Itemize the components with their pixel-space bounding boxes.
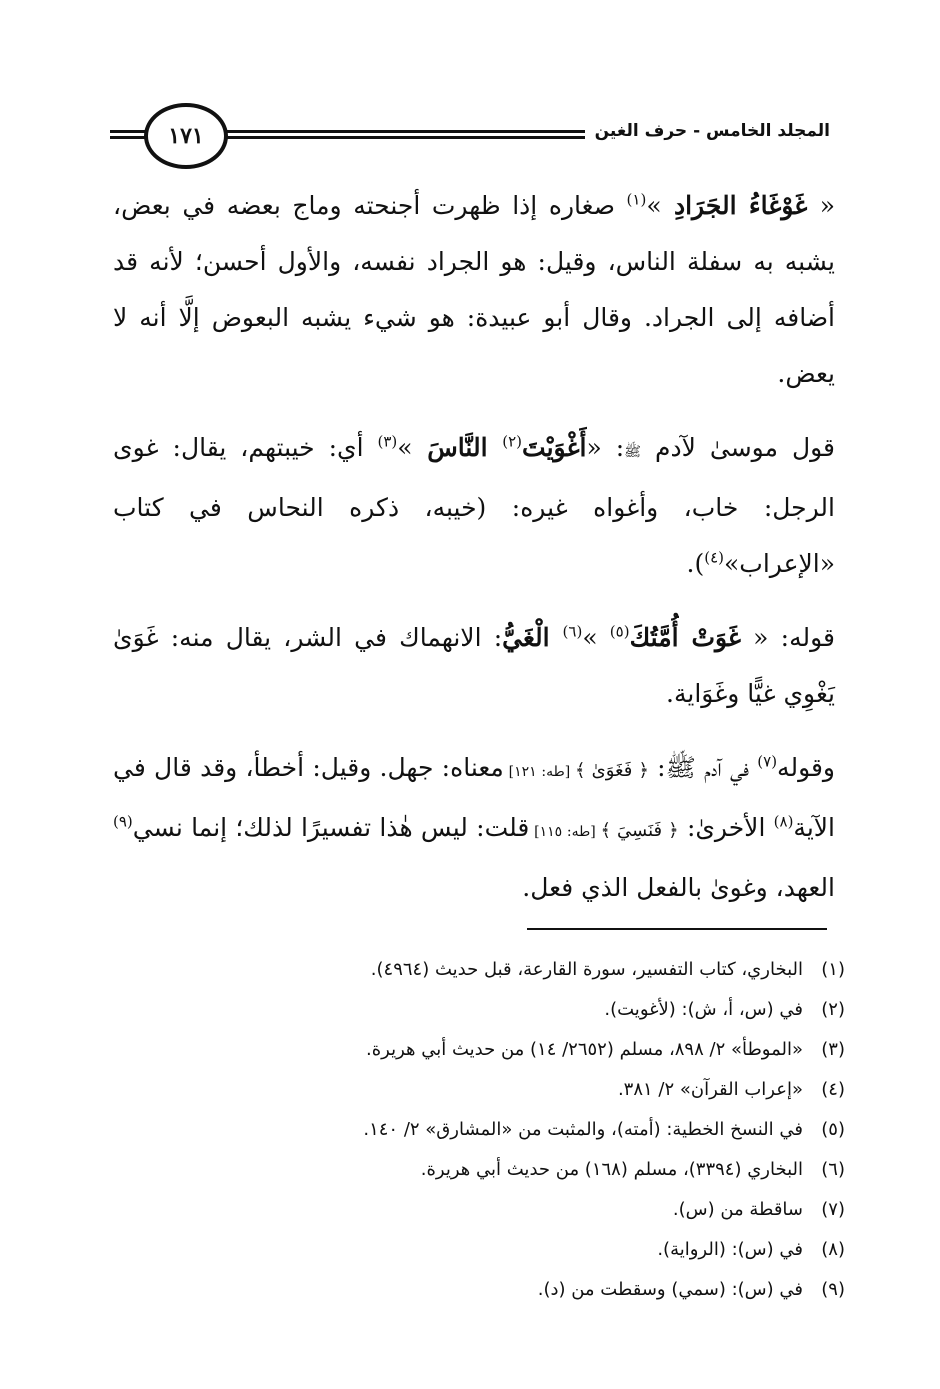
paragraph-text: : الانهماك في الشر، يقال منه: غَوَىٰ يَغْوِي غيًّا وغَوَاية. — [113, 623, 835, 708]
paragraph-4 — [113, 740, 835, 916]
paragraph-text: معناه: جهل. وقيل: أخطأ، وقد قال في الآية — [113, 753, 835, 842]
footnote-text: في (س، أ، ش): (لأغويت). — [604, 999, 803, 1020]
footnote-number: (٣) — [821, 1039, 845, 1060]
footnote-text: في (س): (الرواية). — [657, 1239, 803, 1260]
footnote-number: (٩) — [821, 1279, 845, 1300]
footnote-ref: (٦) — [562, 622, 583, 641]
footnote-number: (٤) — [821, 1079, 845, 1100]
footnote-text: البخاري (٣٣٩٤)، مسلم (١٦٨) من حديث أبي هريرة. — [420, 1159, 803, 1180]
footnote-ref: (٥) — [609, 622, 630, 641]
term: أَغْوَيْتَ — [522, 433, 587, 462]
footnote-item — [145, 990, 845, 1030]
footnote-ref: (٧) — [757, 752, 778, 771]
term: الْغَيُّ — [502, 623, 563, 652]
running-title: المجلد الخامس - حرف الغين — [585, 121, 830, 141]
footnote-number: (٨) — [821, 1239, 845, 1260]
footnote-item — [145, 1110, 845, 1150]
quote-mark: « — [819, 191, 835, 220]
paragraph-text: في آدم ﷺ: — [648, 753, 758, 782]
verse-ref: [طه: ١٢١] — [503, 764, 576, 780]
footnote-ref: (١) — [626, 190, 647, 209]
quote-mark: » — [646, 191, 662, 220]
footnote-item — [145, 950, 845, 990]
paragraph-text: الأخرىٰ: — [678, 813, 774, 842]
footnote-text: ساقطة من (س). — [672, 1199, 803, 1220]
footnote-ref: (٨) — [773, 812, 794, 831]
footnote-item — [145, 1190, 845, 1230]
quote-mark: » — [397, 433, 413, 462]
paragraph-text: ). — [686, 549, 705, 578]
footnote-number: (٧) — [821, 1199, 845, 1220]
footnote-item — [145, 1270, 845, 1310]
page-header — [110, 103, 830, 163]
paragraph-text: قول موسىٰ لآدم — [641, 433, 835, 462]
paragraph-text: : « — [586, 433, 625, 462]
footnote-ref: (٩) — [113, 812, 133, 831]
footnote-item — [145, 1230, 845, 1270]
footnote-item — [145, 1030, 845, 1070]
footnotes — [145, 950, 845, 1310]
paragraph-2 — [113, 420, 835, 592]
footnote-ref: (٤) — [704, 548, 724, 567]
footnote-number: (٥) — [821, 1119, 845, 1140]
footnote-text: «الموطأ» ٢/ ٨٩٨، مسلم (٢٦٥٢/ ١٤) من حديث أبي هريرة. — [365, 1039, 803, 1060]
footnote-ref: (٢) — [502, 432, 523, 451]
term: النَّاسَ — [412, 433, 503, 462]
footnote-separator — [527, 928, 827, 930]
footnote-item — [145, 1070, 845, 1110]
term: غَوْغَاءُ الجَرَادِ — [661, 191, 820, 220]
paragraph-1 — [113, 178, 835, 402]
main-text — [113, 178, 835, 934]
footnote-text: «إعراب القرآن» ٢/ ٣٨١. — [617, 1079, 803, 1100]
paragraph-text: قلت: ليس هٰذا تفسيرًا لذلك؛ إنما نسي — [132, 813, 530, 842]
paragraph-text: أي: خيبتهم، يقال: غوى الرجل: خاب، وأغواه غيره: (خيبه، ذكره النحاس في كتاب «الإعراب» — [113, 433, 835, 578]
verse-ref: [طه: ١١٥] — [529, 824, 601, 840]
paragraph-3 — [113, 610, 835, 722]
paragraph-text: قوله: « — [741, 623, 835, 652]
footnote-item — [145, 1150, 845, 1190]
page-number: ١٧١ — [144, 103, 228, 169]
footnote-ref: (٣) — [377, 432, 398, 451]
footnote-number: (٦) — [821, 1159, 845, 1180]
honorific-glyph: ﷺ — [624, 444, 642, 460]
quote-mark: » — [582, 623, 610, 652]
footnote-text: في النسخ الخطية: (أمته)، والمثبت من «المشارق» ٢/ ١٤٠. — [363, 1119, 803, 1140]
paragraph-text: وقوله — [777, 753, 836, 782]
term: غَوَتْ أُمَّتُكَ — [629, 623, 741, 652]
footnote-number: (٢) — [821, 999, 845, 1020]
footnote-text: البخاري، كتاب التفسير، سورة القارعة، قبل حديث (٤٩٦٤). — [370, 959, 803, 980]
paragraph-text: العهد، وغوىٰ بالفعل الذي فعل. — [522, 873, 835, 902]
footnote-number: (١) — [821, 959, 845, 980]
quran-quote: ﴿ فَنَسِيَ ﴾ — [600, 820, 679, 841]
paragraph-text: صغاره إذا ظهرت أجنحته وماج بعضه في بعض، يشبه به سفلة الناس، وقيل: هو الجراد نفسه، والأول أحسن؛ لأنه قد أضافه إلى الجراد. وقال أبو عبيدة: هو شيء يشبه البعوض إلَّا أنه لا يعض. — [113, 191, 835, 388]
quran-quote: ﴿ فَغَوَىٰ ﴾ — [575, 760, 649, 781]
footnote-text: في (س): (سمي) وسقطت من (د). — [537, 1279, 803, 1300]
